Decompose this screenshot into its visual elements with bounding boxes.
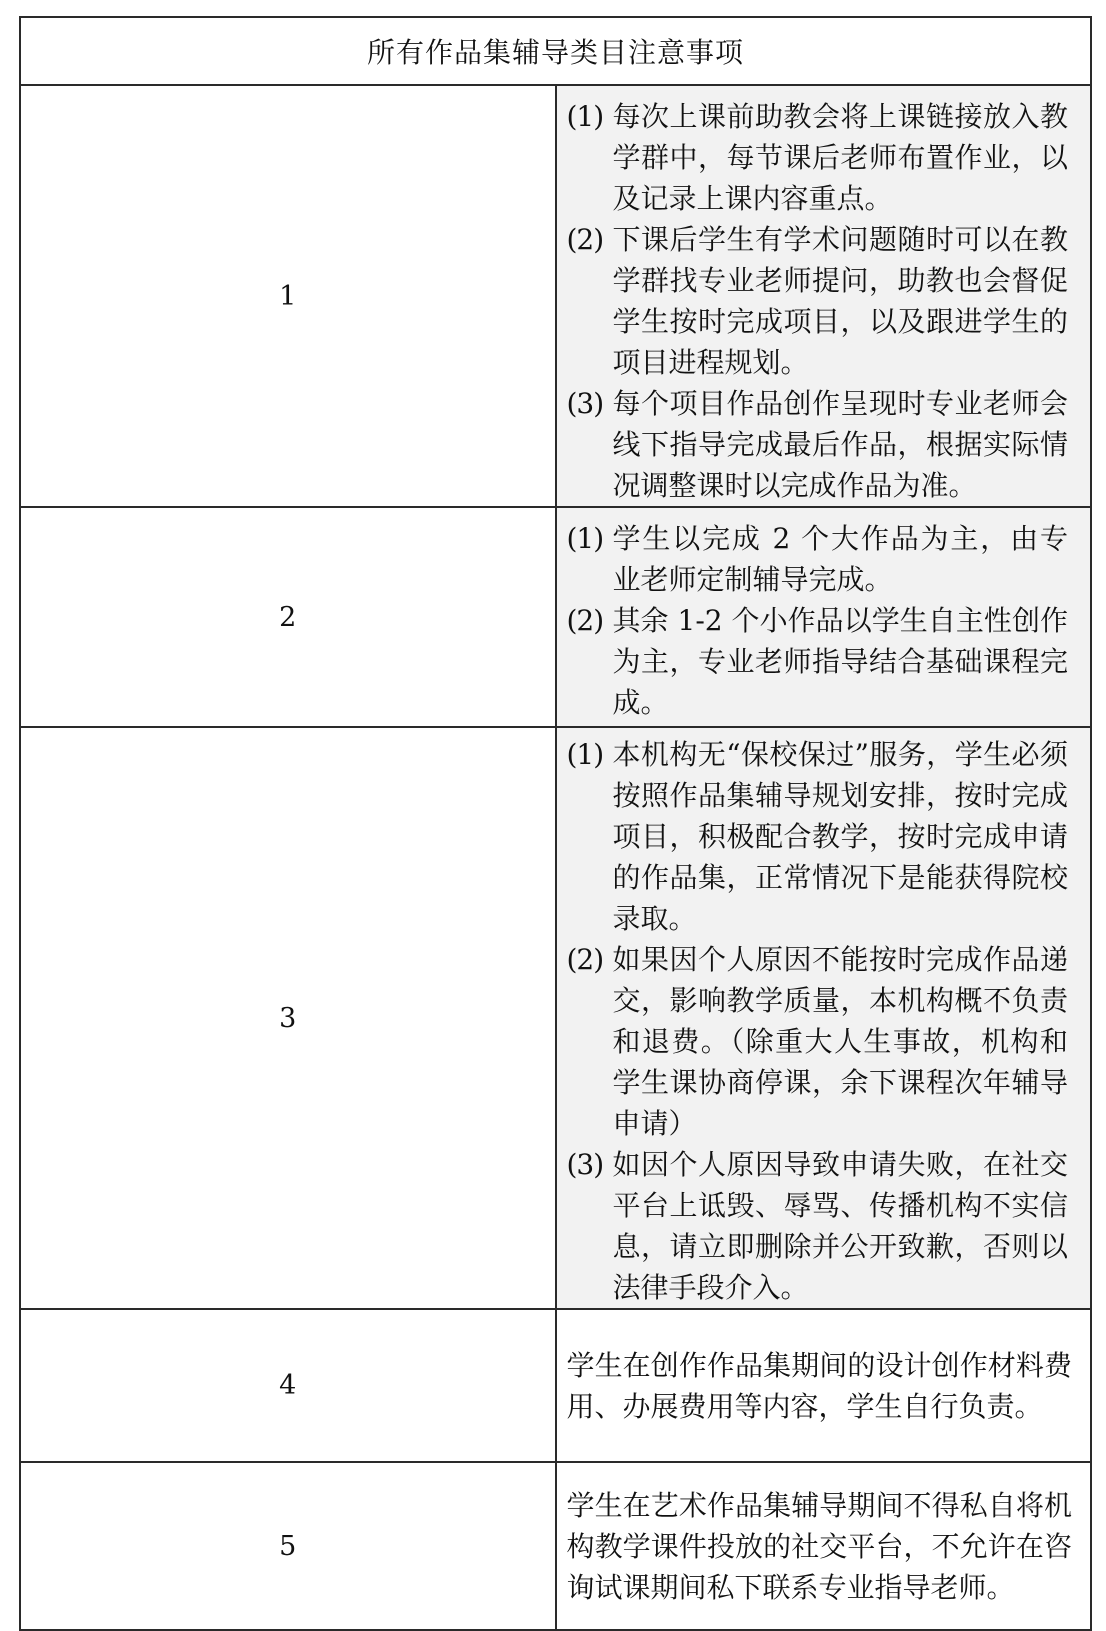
- list-item: [567, 939, 1069, 1144]
- table-row: [20, 85, 1091, 507]
- row-number: 4: [20, 1309, 556, 1462]
- notice-table: [19, 16, 1092, 1631]
- row-text: 学生在艺术作品集辅导期间不得私自将机构教学课件投放的社交平台，不允许在咨询试课期间私下联系专业指导老师。: [566, 1488, 1072, 1604]
- list-item: [567, 1144, 1069, 1308]
- row-number: 5: [20, 1462, 556, 1630]
- table-row: [20, 1462, 1091, 1630]
- table-title: 所有作品集辅导类目注意事项: [20, 17, 1091, 85]
- row-content: [556, 507, 1092, 727]
- item-text: 如因个人原因导致申请失败，在社交平台上诋毁、辱骂、传播机构不实信息，请立即删除并公开致歉，否则以法律手段介入。: [612, 1148, 1068, 1304]
- item-marker: (2): [566, 604, 604, 637]
- item-text: 下课后学生有学术问题随时可以在教学群找专业老师提问，助教也会督促学生按时完成项目，以及跟进学生的项目进程规划。: [612, 223, 1068, 379]
- table-row: [20, 507, 1091, 727]
- item-text: 每个项目作品创作呈现时专业老师会线下指导完成最后作品，根据实际情况调整课时以完成作品为准。: [612, 387, 1068, 502]
- item-marker: (1): [566, 100, 604, 133]
- row-content: [556, 85, 1092, 507]
- row-content: [556, 1309, 1092, 1462]
- item-marker: (1): [566, 522, 604, 555]
- row-number: 1: [20, 85, 556, 507]
- list-item: [567, 219, 1069, 383]
- list-item: [567, 96, 1069, 219]
- list-item: [567, 734, 1069, 939]
- item-text: 如果因个人原因不能按时完成作品递交，影响教学质量，本机构概不负责和退费。（除重大人生事故，机构和学生课协商停课，余下课程次年辅导申请）: [612, 943, 1068, 1140]
- item-text: 学生以完成 2 个大作品为主，由专业老师定制辅导完成。: [612, 522, 1068, 596]
- list-item: [567, 600, 1069, 723]
- list-item: [567, 518, 1069, 600]
- item-text: 每次上课前助教会将上课链接放入教学群中，每节课后老师布置作业，以及记录上课内容重点。: [612, 100, 1068, 215]
- row-content: [556, 1462, 1092, 1630]
- item-marker: (2): [566, 223, 604, 256]
- table-row: [20, 727, 1091, 1309]
- list-item: [567, 383, 1069, 506]
- item-text: 其余 1-2 个小作品以学生自主性创作为主，专业老师指导结合基础课程完成。: [612, 604, 1068, 719]
- item-marker: (3): [566, 387, 604, 420]
- item-marker: (2): [566, 943, 604, 976]
- row-text: 学生在创作作品集期间的设计创作材料费用、办展费用等内容，学生自行负责。: [566, 1348, 1072, 1423]
- item-marker: (1): [566, 738, 604, 771]
- title-row: [20, 17, 1091, 85]
- row-number: 2: [20, 507, 556, 727]
- row-number: 3: [20, 727, 556, 1309]
- item-text: 本机构无“保校保过”服务，学生必须按照作品集辅导规划安排，按时完成项目，积极配合教学，按时完成申请的作品集，正常情况下是能获得院校录取。: [612, 738, 1068, 935]
- row-content: [556, 727, 1092, 1309]
- table-row: [20, 1309, 1091, 1462]
- item-marker: (3): [566, 1148, 604, 1181]
